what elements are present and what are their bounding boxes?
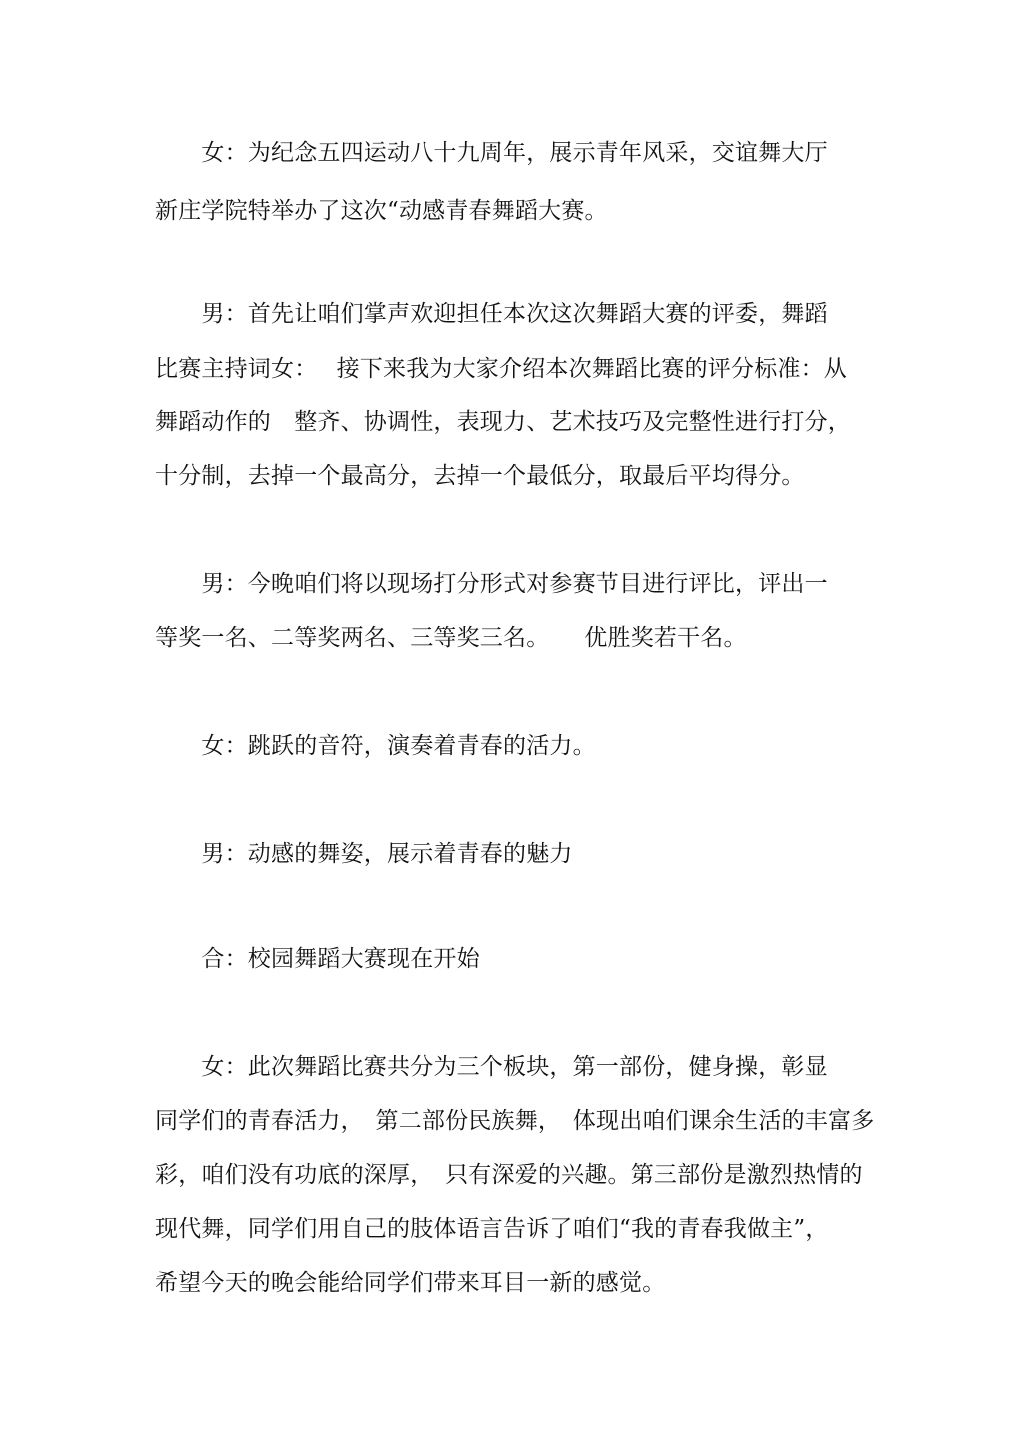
paragraph-7-line-3: 彩，咱们没有功底的深厚， 只有深爱的兴趣。第三部份是激烈热情的	[155, 1162, 863, 1188]
paragraph-2-line-4: 十分制，去掉一个最高分，去掉一个最低分，取最后平均得分。	[155, 463, 805, 489]
paragraph-7-line-2: 同学们的青春活力， 第二部份民族舞， 体现出咱们课余生活的丰富多	[155, 1108, 875, 1134]
paragraph-2-line-1: 男：首先让咱们掌声欢迎担任本次这次舞蹈大赛的评委，舞蹈	[155, 301, 828, 327]
paragraph-2-line-3: 舞蹈动作的 整齐、协调性，表现力、艺术技巧及完整性进行打分，	[155, 409, 851, 435]
paragraph-7-line-4: 现代舞，同学们用自己的肢体语言告诉了咱们“我的青春我做主”，	[155, 1216, 829, 1242]
paragraph-1-line-1: 女：为纪念五四运动八十九周年，展示青年风采，交谊舞大厅	[155, 140, 828, 166]
paragraph-5-line-1: 男：动感的舞姿，展示着青春的魅力	[155, 841, 573, 867]
paragraph-3-line-1: 男：今晚咱们将以现场打分形式对参赛节目进行评比，评出一	[155, 571, 828, 597]
paragraph-7-line-1: 女：此次舞蹈比赛共分为三个板块，第一部份，健身操，彰显	[155, 1054, 828, 1080]
paragraph-3-line-2: 等奖一名、二等奖两名、三等奖三名。 优胜奖若干名。	[155, 625, 747, 651]
paragraph-1-line-2: 新庄学院特举办了这次“动感青春舞蹈大赛。	[155, 198, 608, 224]
paragraph-4-line-1: 女：跳跃的音符，演奏着青春的活力。	[155, 733, 596, 759]
paragraph-2-line-2: 比赛主持词女： 接下来我为大家介绍本次舞蹈比赛的评分标准：从	[155, 356, 848, 382]
paragraph-6-line-1: 合：校园舞蹈大赛现在开始	[155, 946, 480, 972]
paragraph-7-line-5: 希望今天的晚会能给同学们带来耳目一新的感觉。	[155, 1270, 666, 1296]
